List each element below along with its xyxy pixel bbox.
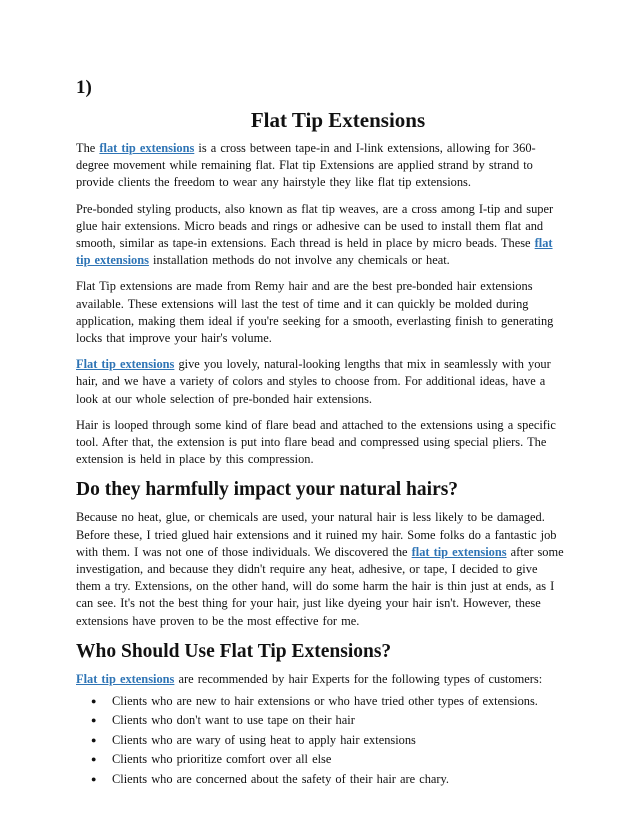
paragraph-2-text-start: Pre-bonded styling products, also known as flat tip weaves, are a cross among I-tip and super glue hair extensions. Micro beads and rings or adhesive can be used to install them flat and smooth, similar as tape-in extensions. Each thread is held in place by micro beads. These [76,201,554,251]
section-heading-harm: Do they harmfully impact your natural hairs? [76,479,459,501]
list-item: ● Clients who prioritize comfort over all else [76,750,564,769]
document-body [76,140,564,789]
list-intro-text: are recommended by hair Experts for the following types of customers: [174,671,543,686]
paragraph-4 [76,356,564,408]
paragraph-3: Flat Tip extensions are made from Remy hair and are the best pre-bonded hair extensions available. These extensions will last the test of time and it can quickly be molded during application, making them ideal if you're seeking for a smooth, everlasting finish to generating locks that improve your hair's volume. [76,279,554,346]
paragraph-1-text-start: The [76,141,100,155]
paragraph-1-text-end: is a cross between tape-in and I-link extensions, allowing for 360-degree movement while remaining flat. Flat tip Extensions are applied strand by strand to provide clients the freedom to wear any hairstyle they like flat tip extensions. [76,141,536,190]
list-item: ● Clients who don't want to use tape on their hair [76,711,564,730]
paragraph-2-text-end: installation methods do not involve any chemicals or heat. [148,253,450,268]
list-item: ● Clients who are new to hair extensions or who have tried other types of extensions. [76,692,564,711]
flat-tip-extensions-link[interactable]: Flat tip extensions [76,357,175,372]
paragraph-1 [76,140,564,192]
flat-tip-extensions-link[interactable]: flat tip extensions [99,141,195,155]
paragraph-harm-text-start: Because no heat, glue, or chemicals are used, your natural hair is less likely to be damaged. Before these, I tried glued hair extensions and it ruined my hair. Some folks do a fantastic job with them. I was not one of those individuals. We discovered the [76,510,557,559]
section-heading-who: Who Should Use Flat Tip Extensions? [76,640,392,662]
paragraph-5: Hair is looped through some kind of flare bead and attached to the extensions using a specific tool. After that, the extension is put into flare bead and compressed using special pliers. The extension is held in place by this compression. [76,417,556,467]
page-title: Flat Tip Extensions [250,108,426,132]
paragraph-4-text-end: give you lovely, natural-looking lengths that mix in seamlessly with your hair, and we have a variety of colors and styles to choose from. For additional ideas, have a look at our whole selection of pre-bonded hair extensions. [76,357,551,406]
flat-tip-extensions-link[interactable]: flat tip extensions [411,544,507,559]
paragraph-2 [76,201,564,270]
flat-tip-extensions-link[interactable]: Flat tip extensions [76,671,175,686]
customer-list [76,692,564,789]
list-intro [76,671,564,688]
flat-tip-extensions-link[interactable]: flat tip extensions [76,236,553,268]
heading-number: 1) [76,77,92,98]
paragraph-harm-text-end: after some investigation, and because they didn't require any heat, adhesive, or tape, I decided to give them a try. Extensions, on the other hand, will do some harm the hair is thin just at ends, as I can see. It's not the best thing for your hair, just like dyeing your hair isn't. However, these extensions have proven to be the most effective for me. [76,544,564,628]
list-item: ● Clients who are concerned about the safety of their hair are chary. [76,770,564,789]
list-item: ● Clients who are wary of using heat to apply hair extensions [76,731,564,750]
paragraph-harm [76,509,564,629]
